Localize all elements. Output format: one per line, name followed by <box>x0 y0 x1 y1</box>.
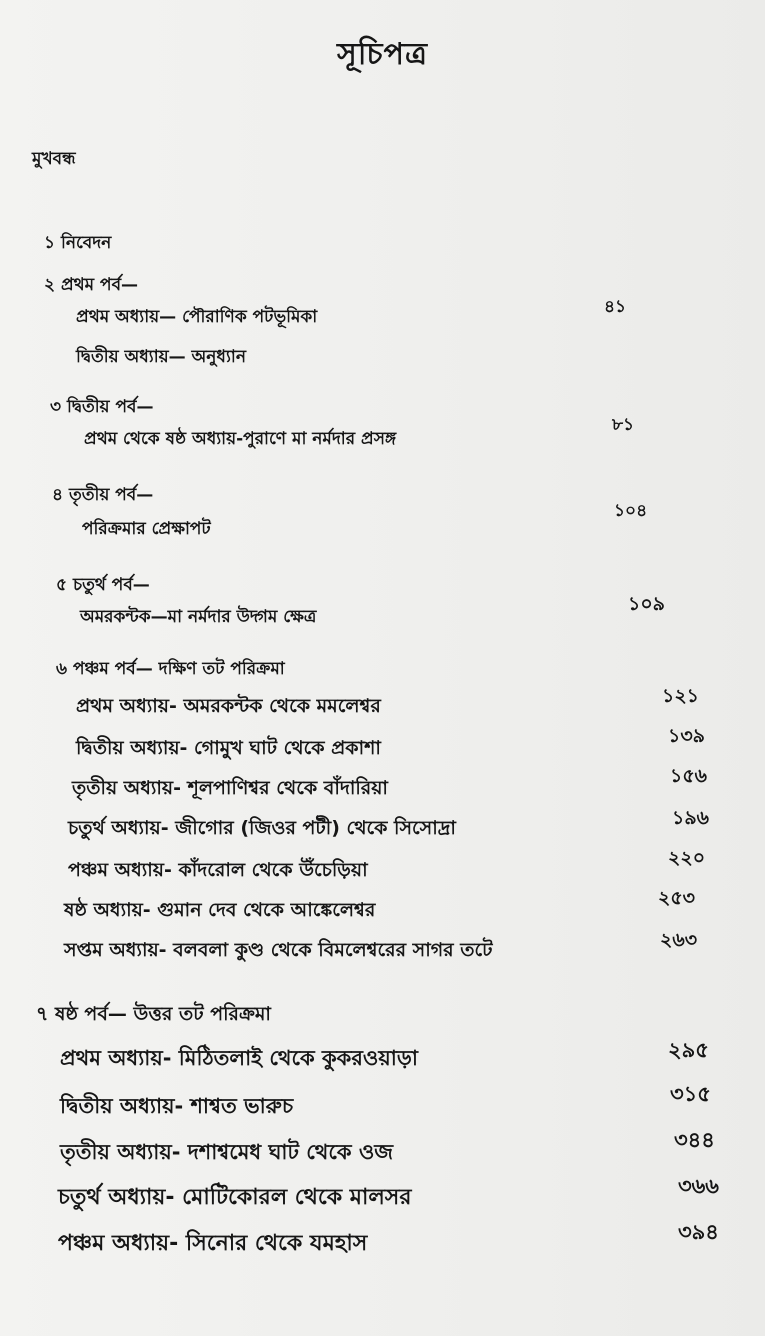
preface-entry: মুখবন্ধ <box>32 149 76 169</box>
section-4-page: ১০৪ <box>614 501 648 521</box>
section-6-page: ২৫৩ <box>658 887 696 909</box>
section-5-heading: ৫ চতুর্থ পর্ব— <box>56 575 150 595</box>
section-7-heading: ৭ ষষ্ঠ পর্ব— উত্তর তট পরিক্রমা <box>36 1003 271 1025</box>
section-3-heading: ৩ দ্বিতীয় পর্ব— <box>50 397 154 417</box>
section-6-item: পঞ্চম অধ্যায়- কাঁদরোল থেকে উঁচেড়িয়া <box>68 859 368 881</box>
section-6-page: ১২১ <box>662 685 700 707</box>
section-2-item: দ্বিতীয় অধ্যায়— অনুধ্যান <box>76 347 246 367</box>
section-7-item: দ্বিতীয় অধ্যায়- শাশ্বত ভারুচ <box>60 1094 294 1118</box>
section-3-page: ৮১ <box>612 415 635 435</box>
section-4-heading: ৪ তৃতীয় পর্ব— <box>52 485 154 505</box>
section-7-page: ২৯৫ <box>668 1038 709 1062</box>
section-6-item: দ্বিতীয় অধ্যায়- গোমুখ ঘাট থেকে প্রকাশা <box>76 737 381 759</box>
section-7-page: ৩৬৬ <box>678 1174 719 1198</box>
page-title: সূচিপত্র <box>337 37 428 72</box>
section-6-page: ১৯৬ <box>672 807 710 829</box>
section-6-item: তৃতীয় অধ্যায়- শূলপাণিশ্বর থেকে বাঁদারিয়া <box>72 777 388 799</box>
section-7-page: ৩১৫ <box>670 1082 711 1106</box>
section-6-heading: ৬ পঞ্চম পর্ব— দক্ষিণ তট পরিক্রমা <box>56 659 285 679</box>
section-7-page: ৩৯৪ <box>678 1220 719 1244</box>
section-6-page: ২৬৩ <box>660 929 698 951</box>
section-5-page: ১০৯ <box>628 593 666 615</box>
section-6-page: ১৩৯ <box>668 725 706 747</box>
section-2-item: প্রথম অধ্যায়— পৌরাণিক পটভূমিকা <box>76 307 318 327</box>
section-7-page: ৩৪৪ <box>674 1128 715 1152</box>
section-6-item: ষষ্ঠ অধ্যায়- গুমান দেব থেকে আঙ্কেলেশ্বর <box>64 899 376 921</box>
section-4-item: পরিক্রমার প্রেক্ষাপট <box>82 519 211 539</box>
section-6-item: চতুর্থ অধ্যায়- জীগোর (জিওর পটী) থেকে সিসোদ্রা <box>68 817 456 839</box>
section-2-page: ৪১ <box>604 297 627 317</box>
section-6-page: ২২০ <box>668 847 706 869</box>
section-7-item: প্রথম অধ্যায়- মিঠিতলাই থেকে কুকরওয়াড়া <box>60 1046 418 1070</box>
section-6-item: সপ্তম অধ্যায়- বলবলা কুণ্ড থেকে বিমলেশ্বরের সাগর তটে <box>64 939 493 961</box>
section-6-page: ১৫৬ <box>670 765 708 787</box>
section-3-item: প্রথম থেকে ষষ্ঠ অধ্যায়-পুরাণে মা নর্মদার প্রসঙ্গ <box>84 429 397 449</box>
section-7-item: তৃতীয় অধ্যায়- দশাশ্বমেধ ঘাট থেকে ওজ <box>60 1140 394 1164</box>
section-5-item: অমরকন্টক—মা নর্মদার উদ্গম ক্ষেত্র <box>80 607 317 627</box>
section-6-item: প্রথম অধ্যায়- অমরকন্টক থেকে মমলেশ্বর <box>76 695 381 717</box>
section-2-heading: ২ প্রথম পর্ব— <box>44 275 139 295</box>
section-1-heading: ১ নিবেদন <box>44 233 112 253</box>
section-7-item: চতুর্থ অধ্যায়- মোটিকোরল থেকে মালসর <box>58 1185 412 1210</box>
section-7-item: পঞ্চম অধ্যায়- সিনোর থেকে যমহাস <box>58 1231 368 1256</box>
